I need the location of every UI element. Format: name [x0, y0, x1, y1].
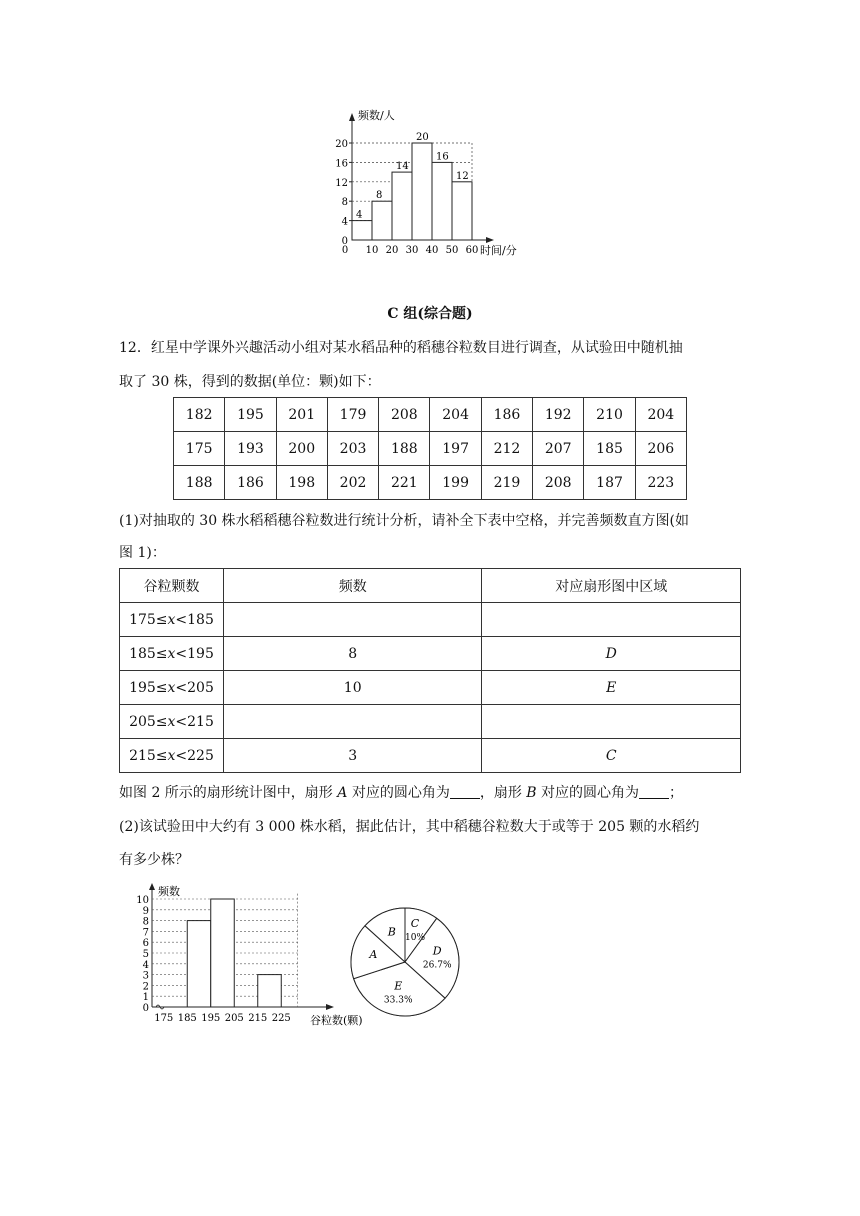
- frequency-table-row: [120, 739, 741, 773]
- frequency-table-row: [120, 603, 741, 637]
- y-tick-label: 0: [341, 236, 348, 247]
- y-tick-label: 1: [142, 992, 149, 1004]
- bar-value-label: 12: [456, 170, 469, 182]
- x-tick-label: 195: [201, 1013, 221, 1024]
- data-cell: 197: [430, 432, 481, 466]
- range-cell: [120, 739, 224, 773]
- x-tick-label: 50: [445, 245, 459, 256]
- x-axis-arrow: [326, 1004, 334, 1010]
- part1-text-line1: (1)对抽取的 30 株水稻稻穗谷粒数进行统计分析，请补全下表中空格，并完善频数直方图(如: [119, 513, 690, 529]
- y-tick-label: 10: [136, 895, 149, 906]
- y-tick-label: 9: [142, 905, 149, 917]
- data-cell: 199: [430, 466, 481, 500]
- range-cell: [120, 637, 224, 671]
- histogram-bar: [352, 221, 372, 240]
- range-cell: [120, 671, 224, 705]
- bar-value-label: 20: [416, 132, 429, 143]
- data-cell: 204: [430, 398, 481, 432]
- histogram-bar: [187, 921, 211, 1007]
- data-cell: 195: [225, 398, 276, 432]
- pie-percent-label: 10%: [405, 933, 426, 944]
- y-axis-label: 频数: [158, 885, 180, 898]
- histogram-bar: [392, 172, 412, 240]
- section-title: C 组(综合题): [387, 306, 473, 322]
- x-tick-label: 215: [248, 1013, 268, 1024]
- x-tick-label: 175: [154, 1013, 174, 1024]
- y-axis-arrow: [349, 113, 355, 121]
- sector-b-var: B: [526, 785, 537, 801]
- part2-text-line2: 有多少株？: [119, 852, 189, 868]
- y-tick-label: 4: [142, 959, 149, 971]
- data-cell: 200: [276, 432, 327, 466]
- region-cell: D: [482, 637, 741, 671]
- frequency-cell[interactable]: [223, 603, 482, 637]
- bar-value-label: 4: [356, 209, 363, 221]
- pie-text-part4: 对应的圆心角为: [536, 785, 640, 801]
- data-cell: 207: [533, 432, 584, 466]
- bar-value-label: 8: [376, 190, 383, 202]
- data-cell: 187: [584, 466, 635, 500]
- pie-slice-label: C: [410, 917, 420, 931]
- range-bound: 195≤: [129, 679, 168, 696]
- answer-blank-a[interactable]: [450, 784, 480, 799]
- y-tick-label: 4: [341, 216, 348, 228]
- frequency-cell[interactable]: [223, 705, 482, 739]
- data-cell: 188: [174, 466, 225, 500]
- range-variable: x: [167, 611, 176, 628]
- range-bound: <215: [175, 713, 214, 730]
- sector-a-var: A: [337, 785, 348, 801]
- pie-slice-label: E: [394, 979, 403, 993]
- data-cell: 179: [327, 398, 378, 432]
- time-histogram: [330, 105, 530, 260]
- part2-text-line1: (2)该试验田中大约有 3 000 株水稻，据此估计，其中稻穗谷粒数大于或等于 205 颗的水稻约: [119, 819, 700, 835]
- range-bound: 175≤: [129, 611, 168, 628]
- raw-data-table: [173, 397, 687, 500]
- frequency-table: [119, 568, 741, 773]
- frequency-table-row: [120, 671, 741, 705]
- histogram-bar: [211, 899, 235, 1007]
- frequency-table-header-row: [120, 569, 741, 603]
- x-tick-label: 225: [271, 1013, 291, 1024]
- y-tick-label: 12: [335, 177, 348, 189]
- header-grain-count: 谷粒颗数: [120, 569, 224, 603]
- pie-text-part3: ，扇形: [479, 785, 527, 801]
- range-cell: [120, 603, 224, 637]
- region-cell[interactable]: [482, 603, 741, 637]
- data-cell: 223: [635, 466, 686, 500]
- y-tick-label: 16: [335, 158, 348, 170]
- histogram-bar: [372, 201, 392, 240]
- y-axis-label: 频数/人: [358, 109, 395, 122]
- x-tick-label: 185: [177, 1013, 197, 1024]
- data-cell: 208: [533, 466, 584, 500]
- x-tick-label: 20: [385, 245, 399, 256]
- data-cell: 212: [481, 432, 532, 466]
- y-tick-label: 3: [142, 970, 149, 982]
- frequency-table-row: [120, 637, 741, 671]
- pie-text-part1: 如图 2 所示的扇形统计图中，扇形: [119, 785, 338, 801]
- x-tick-label: 10: [365, 245, 379, 256]
- x-axis-arrow: [486, 237, 494, 243]
- data-cell: 186: [225, 466, 276, 500]
- histogram-bar: [258, 975, 282, 1007]
- answer-blank-b[interactable]: [639, 784, 669, 799]
- frequency-cell: 10: [223, 671, 482, 705]
- range-bound: 205≤: [129, 713, 168, 730]
- data-cell: 185: [584, 432, 635, 466]
- pie-text-part5: ；: [669, 785, 684, 801]
- question-text-line2: 取了 30 株，得到的数据(单位：颗)如下：: [119, 374, 381, 390]
- data-table-row: [174, 466, 687, 500]
- data-cell: 203: [327, 432, 378, 466]
- data-cell: 175: [174, 432, 225, 466]
- frequency-table-row: [120, 705, 741, 739]
- y-tick-label: 20: [335, 139, 348, 150]
- grain-count-histogram: [130, 880, 370, 1040]
- data-cell: 204: [635, 398, 686, 432]
- data-cell: 186: [481, 398, 532, 432]
- histogram-bar: [432, 162, 452, 240]
- data-table-row: [174, 398, 687, 432]
- data-cell: 208: [379, 398, 430, 432]
- x-axis-label: 谷粒数(颗): [310, 1014, 363, 1027]
- data-cell: 182: [174, 398, 225, 432]
- range-bound: 215≤: [129, 747, 168, 764]
- x-axis-label: 时间/分: [480, 244, 517, 257]
- range-bound: <225: [175, 747, 214, 764]
- part1-text-line2: 图 1)：: [119, 545, 166, 561]
- data-cell: 201: [276, 398, 327, 432]
- data-table-row: [174, 432, 687, 466]
- frequency-cell: 3: [223, 739, 482, 773]
- pie-slice-label: B: [387, 925, 396, 939]
- y-tick-label: 2: [142, 981, 149, 993]
- y-axis-arrow: [149, 883, 155, 890]
- y-tick-label: 6: [142, 938, 149, 950]
- y-tick-label: 5: [142, 949, 149, 960]
- pie-question-text: [119, 776, 741, 810]
- x-tick-label: 205: [224, 1013, 244, 1024]
- x-tick-label: 40: [425, 245, 439, 256]
- y-tick-label: 8: [142, 916, 149, 928]
- histogram-bar: [452, 182, 472, 240]
- question-text-line1: 12．红星中学课外兴趣活动小组对某水稻品种的稻穗谷粒数目进行调查，从试验田中随机抽: [119, 340, 683, 356]
- pie-text-part2: 对应的圆心角为: [347, 785, 450, 801]
- header-frequency: 频数: [223, 569, 482, 603]
- data-cell: 188: [379, 432, 430, 466]
- data-cell: 219: [481, 466, 532, 500]
- range-variable: x: [167, 645, 176, 662]
- y-tick-label: 7: [142, 927, 149, 939]
- range-variable: x: [167, 713, 176, 730]
- sector-pie-chart: [345, 902, 465, 1022]
- histogram-bar: [412, 143, 432, 240]
- y-tick-label: 8: [341, 197, 348, 209]
- frequency-cell: 8: [223, 637, 482, 671]
- x-tick-label: 0: [341, 245, 349, 256]
- data-cell: 193: [225, 432, 276, 466]
- x-tick-label: 30: [405, 245, 419, 256]
- region-cell: E: [482, 671, 741, 705]
- range-variable: x: [167, 679, 176, 696]
- y-tick-label: 0: [142, 1003, 149, 1014]
- range-bound: <205: [175, 679, 214, 696]
- pie-percent-label: 33.3%: [383, 995, 413, 1006]
- data-cell: 210: [584, 398, 635, 432]
- pie-slice-label: D: [432, 944, 442, 958]
- data-cell: 198: [276, 466, 327, 500]
- data-cell: 221: [379, 466, 430, 500]
- range-cell: [120, 705, 224, 739]
- data-cell: 206: [635, 432, 686, 466]
- bar-value-label: 16: [436, 151, 449, 163]
- range-variable: x: [167, 747, 176, 764]
- region-cell[interactable]: [482, 705, 741, 739]
- region-cell: C: [482, 739, 741, 773]
- range-bound: 185≤: [129, 645, 168, 662]
- data-cell: 202: [327, 466, 378, 500]
- range-bound: <195: [175, 645, 214, 662]
- range-bound: <185: [175, 611, 214, 628]
- bar-value-label: 14: [396, 161, 409, 173]
- x-tick-label: 60: [465, 245, 479, 256]
- header-sector-region: 对应扇形图中区域: [482, 569, 741, 603]
- pie-slice-label: A: [369, 948, 378, 962]
- pie-percent-label: 26.7%: [422, 960, 452, 971]
- data-cell: 192: [533, 398, 584, 432]
